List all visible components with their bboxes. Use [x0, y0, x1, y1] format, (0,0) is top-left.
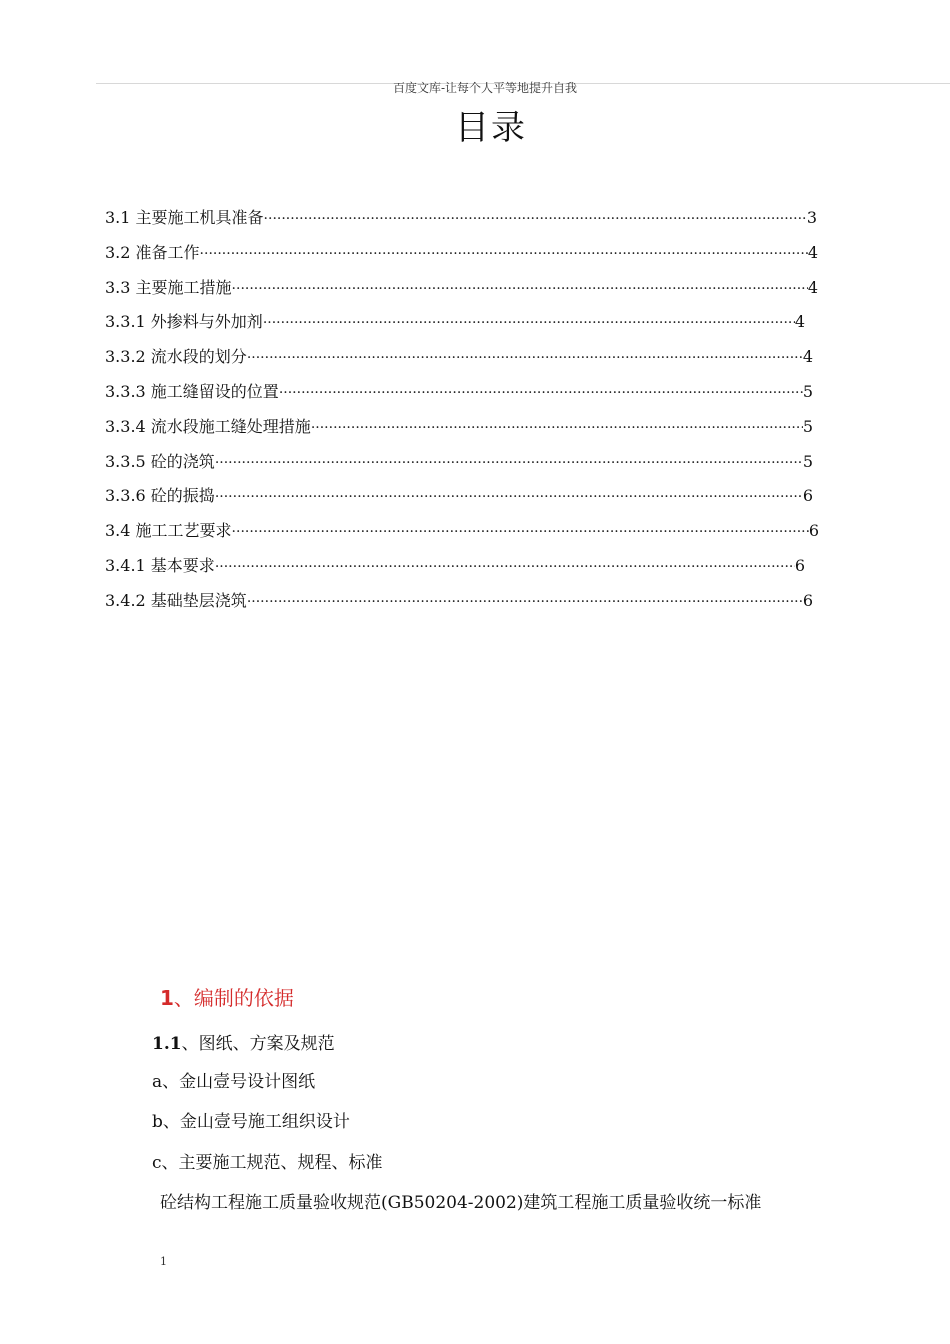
- toc-entry[interactable]: 3.3.6 砼的振捣 ····· 6: [105, 482, 813, 517]
- page-header: 百度文库-让每个人平等地提升自我: [392, 81, 578, 95]
- list-item: b、金山壹号施工组织设计: [152, 1112, 350, 1132]
- toc-entry[interactable]: 3.4.2 基础垫层浇筑 ····· 6: [105, 587, 813, 622]
- body-paragraph: 砼结构工程施工质量验收规范(GB50204-2002)建筑工程施工质量验收统一标准: [160, 1193, 762, 1213]
- list-item: a、金山壹号设计图纸: [152, 1072, 316, 1092]
- list-item: c、主要施工规范、规程、标准: [152, 1153, 383, 1173]
- toc-entry[interactable]: 3.3 主要施工措施 ····· 4: [105, 274, 818, 309]
- toc-entry[interactable]: 3.4.1 基本要求 ····· 6: [105, 552, 805, 587]
- toc-entry[interactable]: 3.2 准备工作 ····· 4: [105, 239, 818, 274]
- toc-entry[interactable]: 3.3.5 砼的浇筑 ····· 5: [105, 448, 813, 483]
- toc-title: 目录: [455, 108, 527, 148]
- table-of-contents: [105, 204, 820, 622]
- subsection-heading: 1.1、图纸、方案及规范: [152, 1034, 335, 1054]
- toc-entry[interactable]: 3.3.3 施工缝留设的位置 ····· 5: [105, 378, 813, 413]
- toc-entry[interactable]: 3.3.4 流水段施工缝处理措施 ····· 5: [105, 413, 813, 448]
- toc-entry[interactable]: 3.4 施工工艺要求 ····· 6: [105, 517, 819, 552]
- toc-entry[interactable]: 3.3.1 外掺料与外加剂 ····· 4: [105, 308, 805, 343]
- toc-entry[interactable]: 3.3.2 流水段的划分 ····· 4: [105, 343, 813, 378]
- page-number: 1: [160, 1255, 167, 1268]
- section-heading: 1、编制的依据: [160, 986, 294, 1010]
- toc-entry[interactable]: 3.1 主要施工机具准备 ····· 3: [105, 204, 817, 239]
